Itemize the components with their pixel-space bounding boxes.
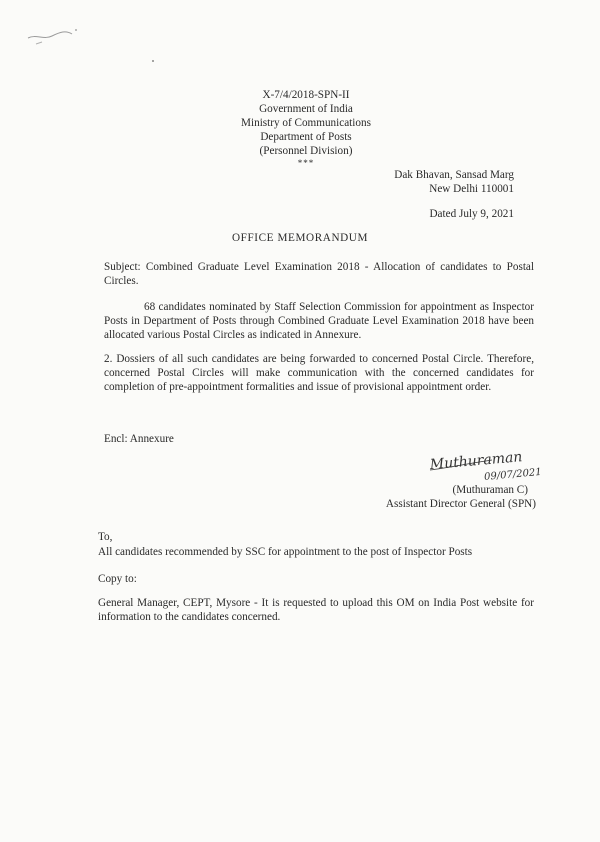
handwritten-signature (426, 446, 546, 482)
paragraph-2: 2. Dossiers of all such candidates are being forwarded to concerned Postal Circle. Therefore, concerned Postal Circles will make communication with the concerned candidates for completion of pre-appointment formalities and issue of provisional appointment order. (104, 353, 534, 393)
office-address (394, 168, 514, 196)
to-label: To, (98, 531, 113, 543)
copy-to-label: Copy to: (98, 573, 137, 585)
header-stars: *** (297, 158, 315, 168)
file-number: X-7/4/2018-SPN-II (262, 89, 350, 101)
scan-smudge-mark (26, 24, 86, 50)
enclosure-note: Encl: Annexure (104, 433, 174, 445)
address-line-2: New Delhi 110001 (429, 183, 514, 195)
copy-to-text: General Manager, CEPT, Mysore - It is requested to upload this OM on India Post website for information to the candidates concerned. (98, 597, 534, 623)
signature-area (426, 446, 546, 482)
addressee-text: All candidates recommended by SSC for appointment to the post of Inspector Posts (98, 546, 473, 558)
signature-date: 09/07/2021 (483, 466, 543, 482)
memo-date: Dated July 9, 2021 (429, 208, 514, 220)
signatory-name: (Muthuraman C) (452, 484, 528, 496)
address-line-1: Dak Bhavan, Sansad Marg (394, 169, 514, 181)
ministry-name: Ministry of Communications (241, 117, 371, 129)
signature-scrawl: Muthuraman (429, 449, 524, 474)
memo-subject: Subject: Combined Graduate Level Examination 2018 - Allocation of candidates to Postal Circles. (104, 261, 534, 287)
scan-dot-mark (150, 58, 156, 64)
division-name: (Personnel Division) (259, 145, 353, 157)
memo-title: OFFICE MEMORANDUM (231, 232, 369, 244)
letter-header (196, 88, 416, 168)
government-name: Government of India (259, 103, 353, 115)
paragraph-1: 68 candidates nominated by Staff Selection Commission for appointment as Inspector Posts in Department of Posts through Combined Graduate Level Examination 2018 have been allocated various Postal Circles as indicated in Annexure. (104, 301, 534, 341)
signatory-designation: Assistant Director General (SPN) (385, 498, 536, 510)
department-name: Department of Posts (260, 131, 352, 143)
